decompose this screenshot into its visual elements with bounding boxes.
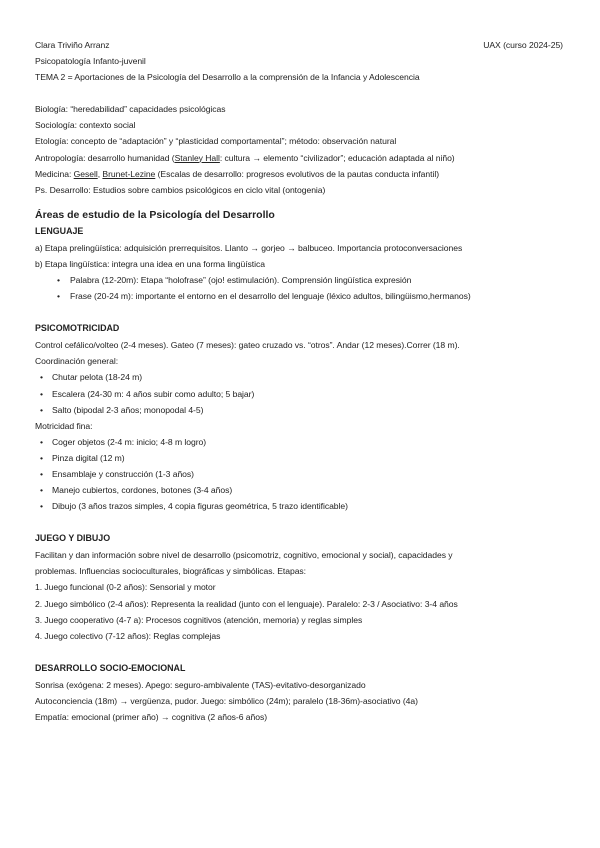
document-page <box>35 37 563 725</box>
antropologia-text-end: : cultura → elemento “civilizador”; educación adaptada al niño) <box>219 152 455 163</box>
list-item: • Salto (bipodal 2-3 años; monopodal 4-5) <box>35 402 563 418</box>
juego-paragraph-2: problemas. Influencias socioculturales, biográficas y simbólicas. Etapas: <box>35 566 307 577</box>
socioemocional-heading: DESARROLLO SOCIO-EMOCIONAL <box>35 662 186 673</box>
motricidad-fina-label: Motricidad fina: <box>35 420 93 431</box>
list-item: • Palabra (12-20m): Etapa “holofrase” (ojo! estimulación). Comprensión lingüística expresión <box>35 272 563 288</box>
medicina-text: Medicina: <box>35 168 74 179</box>
list-item: • Dibujo (3 años trazos simples, 4 copia figuras geométrica, 5 trazo identificable) <box>35 498 563 514</box>
gesell-link[interactable]: Gesell <box>73 168 98 179</box>
spacer <box>35 85 563 101</box>
discipline-medicina <box>35 166 563 182</box>
psicomotricidad-heading: PSICOMOTRICIDAD <box>35 323 120 334</box>
spacer <box>35 304 563 320</box>
list-item: • Manejo cubiertos, cordones, botones (3-4 años) <box>35 482 563 498</box>
coordinacion-list <box>35 369 563 417</box>
brunet-lezine-link[interactable]: Brunet-Lezine <box>102 168 156 179</box>
lenguaje-item-a: a) Etapa prelingüística: adquisición prerrequisitos. Llanto → gorjeo → balbuceo. Importancia protoconversaciones <box>35 242 463 253</box>
list-item: • Ensamblaje y construcción (1-3 años) <box>35 466 563 482</box>
list-item: • Frase (20-24 m): importante el entorno en el desarrollo del lenguaje (léxico adultos, bilingüismo,hermanos) <box>35 288 563 304</box>
list-item: • Chutar pelota (18-24 m) <box>35 369 563 385</box>
page-header <box>35 37 563 53</box>
author-name: Clara Triviño Arranz <box>35 40 110 50</box>
discipline-biologia: Biología: “heredabilidad” capacidades psicológicas <box>35 104 226 115</box>
socioemocional-line: Sonrisa (exógena: 2 meses). Apego: seguro-ambivalente (TAS)-evitativo-desorganizado <box>35 679 366 690</box>
socioemocional-line: Autoconciencia (18m) → vergüenza, pudor. Juego: simbólico (24m); paralelo (18-36m)-asociativo (4a) <box>35 695 418 706</box>
juego-stage: 3. Juego cooperativo (4-7 a): Procesos cognitivos (atención, memoria) y reglas simples <box>35 614 363 625</box>
lenguaje-item-b: b) Etapa lingüística: integra una idea en una forma lingüística <box>35 258 265 269</box>
medicina-sep: , <box>97 168 103 179</box>
spacer <box>35 514 563 530</box>
spacer <box>35 198 563 207</box>
list-item: • Escalera (24-30 m: 4 años subir como adulto; 5 bajar) <box>35 386 563 402</box>
list-item: • Pinza digital (12 m) <box>35 450 563 466</box>
stanley-hall-link[interactable]: Stanley Hall <box>174 152 220 163</box>
lenguaje-heading: LENGUAJE <box>35 225 84 236</box>
list-item: • Coger objetos (2-4 m: inicio; 4-8 m logro) <box>35 434 563 450</box>
areas-heading: Áreas de estudio de la Psicología del Desarrollo <box>35 208 275 221</box>
subject-title: Psicopatología Infanto-juvenil <box>35 56 146 67</box>
antropologia-text: Antropología: desarrollo humanidad ( <box>35 152 175 163</box>
lenguaje-bullets <box>35 272 563 304</box>
juego-paragraph-1: Facilitan y dan información sobre nivel de desarrollo (psicomotriz, cognitivo, emocional y social), capacidades y <box>35 550 453 561</box>
psicomotricidad-intro: Control cefálico/volteo (2-4 meses). Gateo (7 meses): gateo cruzado vs. “otros”. Andar (12 meses).Correr (18 m). <box>35 340 460 351</box>
juego-heading: JUEGO Y DIBUJO <box>35 533 111 544</box>
juego-stage: 4. Juego colectivo (7-12 años): Reglas complejas <box>35 630 221 641</box>
topic-title: TEMA 2 = Aportaciones de la Psicología del Desarrollo a la comprensión de la Infancia y Adolescencia <box>35 72 420 83</box>
discipline-psdesarrollo: Ps. Desarrollo: Estudios sobre cambios psicológicos en ciclo vital (ontogenia) <box>35 184 326 195</box>
spacer <box>35 644 563 660</box>
medicina-text-end: (Escalas de desarrollo: progresos evolutivos de la pautas conducta infantil) <box>155 168 440 179</box>
juego-stage: 2. Juego simbólico (2-4 años): Representa la realidad (junto con el lenguaje). Paralelo: 2-3 / Asociativo: 3-4 años <box>35 598 458 609</box>
discipline-etologia: Etología: concepto de “adaptación” y “plasticidad comportamental”; método: observación natural <box>35 136 397 147</box>
coordinacion-label: Coordinación general: <box>35 356 119 367</box>
socioemocional-line: Empatía: emocional (primer año) → cognitiva (2 años-6 años) <box>35 712 268 722</box>
course-label: UAX (curso 2024-25) <box>483 40 563 50</box>
discipline-antropologia <box>35 150 563 166</box>
motricidad-fina-list <box>35 434 563 514</box>
discipline-sociologia: Sociología: contexto social <box>35 120 136 131</box>
juego-stage: 1. Juego funcional (0-2 años): Sensorial y motor <box>35 582 216 593</box>
